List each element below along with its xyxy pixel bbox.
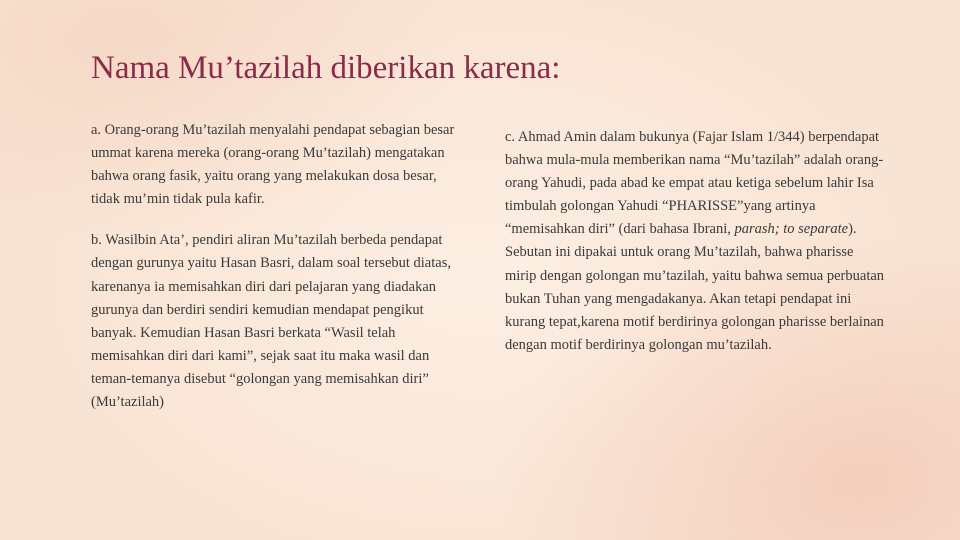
paragraph-c	[505, 126, 885, 357]
paragraph-c-italic-term: parash; to separate	[734, 221, 849, 238]
paragraph-a: a. Orang-orang Mu’tazilah menyalahi pendapat sebagian besar ummat karena mereka (orang-orang Mu’tazilah) mengatakan bahwa orang fasik, yaitu orang yang melakukan dosa besar, tidak mu’min tidak pula kafir.	[91, 122, 455, 208]
paragraph-c-text-end: ). Sebutan ini dipakai untuk orang Mu’tazilah, bahwa pharisse mirip dengan golongan mu’tazilah, yaitu bahwa semua perbuatan bukan Tuhan yang mengadakanya. Akan tetapi pendapat ini kurang tepat,karena motif berdirinya golongan pharisse berlainan dengan motif berdirinya golongan mu’tazilah.	[505, 221, 885, 353]
right-column	[505, 126, 885, 357]
slide-title: Nama Mu’tazilah diberikan karena:	[91, 50, 561, 86]
paragraph-b: b. Wasilbin Ata’, pendiri aliran Mu’tazilah berbeda pendapat dengan gurunya yaitu Hasan Basri, dalam soal tersebut diatas, karenanya ia memisahkan diri dari pelajaran yang diadakan gurunya dan berdiri sendiri kemudian mendapat pengikut banyak. Kemudian Hasan Basri berkata “Wasil telah memisahkan diri dari kami”, sejak saat itu maka wasil dan teman-temanya disebut “golongan yang memisahkan diri” (Mu’tazilah)	[91, 232, 451, 411]
paragraph-c-text-start: c. Ahmad Amin dalam bukunya (Fajar Islam 1/344) berpendapat bahwa mula-mula memberikan nama “Mu’tazilah” adalah orang-orang Yahudi, pada abad ke empat atau ketiga sebelum lahir Isa timbulah golongan Yahudi “PHARISSE”yang artinya “memisahkan diri” (dari bahasa Ibrani,	[505, 129, 884, 238]
left-column	[91, 119, 461, 414]
